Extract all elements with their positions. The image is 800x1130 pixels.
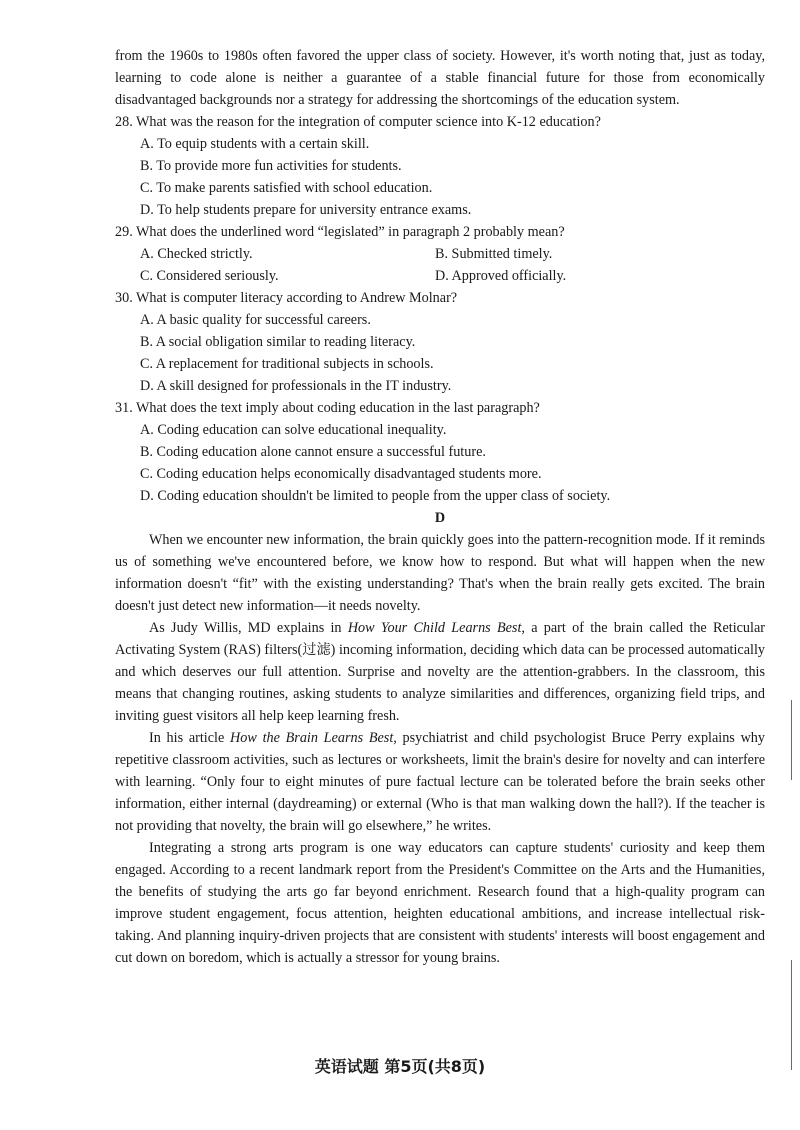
question-stem: 28. What was the reason for the integration of computer science into K-12 education? [115, 114, 601, 130]
question-31 [115, 397, 765, 507]
option-a: A. To equip students with a certain skill. [140, 136, 370, 152]
option-c: C. A replacement for traditional subjects in schools. [140, 356, 434, 372]
scan-margin-line [791, 700, 792, 780]
option-a: A. A basic quality for successful careers. [140, 312, 371, 328]
option-d: D. To help students prepare for university entrance exams. [140, 202, 472, 218]
section-d-paragraph-1: When we encounter new information, the brain quickly goes into the pattern-recognition mode. If it reminds us of something we've encountered before, we know how to respond. But what will happen when the new information doesn't “fit” with the existing understanding? That's when the brain really gets excited. The brain doesn't just detect new information—it needs novelty. [115, 532, 765, 614]
question-29 [115, 221, 765, 287]
article-title: How the Brain Learns Best [230, 730, 394, 746]
paragraph-text: In his article [149, 730, 231, 746]
option-d: D. A skill designed for professionals in the IT industry. [140, 378, 452, 394]
passage-c-ending: from the 1960s to 1980s often favored the upper class of society. However, it's worth noting that, just as today, learning to code alone is neither a guarantee of a stable financial future for those from economically disadvantaged backgrounds nor a strategy for addressing the shortcomings of the education system. [115, 48, 765, 108]
question-stem: 29. What does the underlined word “legislated” in paragraph 2 probably mean? [115, 224, 565, 240]
option-b: B. To provide more fun activities for students. [140, 158, 402, 174]
option-c: C. Considered seriously. [140, 268, 279, 284]
section-d-heading: D [434, 510, 446, 526]
option-d: D. Coding education shouldn't be limited to people from the upper class of society. [140, 488, 611, 504]
section-d-paragraph-2 [115, 617, 765, 727]
option-a: A. Coding education can solve educational inequality. [140, 422, 447, 438]
page-content [115, 45, 765, 969]
option-b: B. A social obligation similar to reading literacy. [140, 334, 416, 350]
option-c: C. To make parents satisfied with school education. [140, 180, 433, 196]
option-a: A. Checked strictly. [140, 246, 253, 262]
option-b: B. Submitted timely. [435, 246, 553, 262]
page-footer: 英语试题 第5页(共8页) [314, 1057, 486, 1076]
section-d-paragraph-3 [115, 727, 765, 837]
section-d-paragraph-4: Integrating a strong arts program is one way educators can capture students' curiosity and keep them engaged. According to a recent landmark report from the President's Committee on the Arts and the Humanities, the benefits of studying the arts go far beyond enrichment. Research found that a high-quality program can improve student engagement, focus attention, heighten educational ambitions, and increase intellectual risk-taking. And planning inquiry-driven projects that are consistent with students' interests will boost engagement and cut down on boredom, which is actually a stressor for young brains. [115, 840, 765, 966]
question-stem: 30. What is computer literacy according to Andrew Molnar? [115, 290, 458, 306]
option-b: B. Coding education alone cannot ensure a successful future. [140, 444, 486, 460]
paragraph-text: , a part of the brain called the Reticular Activating System (RAS) filters(过滤) incoming information, deciding which data can be processed automatically and which deserves our full attention. Surprise and novelty are the attention-grabbers. In the classroom, this means that changing routines, asking students to analyze similarities and differences, organizing field trips, and inviting guest visitors all help keep learning fresh. [115, 620, 765, 724]
book-title: How Your Child Learns Best [347, 620, 522, 636]
option-c: C. Coding education helps economically disadvantaged students more. [140, 466, 542, 482]
question-stem: 31. What does the text imply about coding education in the last paragraph? [115, 400, 540, 416]
question-28 [115, 111, 765, 221]
paragraph-text: As Judy Willis, MD explains in [149, 620, 348, 636]
option-d: D. Approved officially. [435, 268, 567, 284]
options-grid [115, 243, 765, 287]
paragraph-text: , psychiatrist and child psychologist Bruce Perry explains why repetitive classroom activities, such as lectures or worksheets, limit the brain's desire for novelty and can interfere with learning. “Only four to eight minutes of pure factual lecture can be tolerated before the brain seeks other information, either internal (daydreaming) or external (Who is that man walking down the hall?). If the teacher is not providing that novelty, the brain will go elsewhere,” he writes. [115, 730, 765, 834]
question-30 [115, 287, 765, 397]
